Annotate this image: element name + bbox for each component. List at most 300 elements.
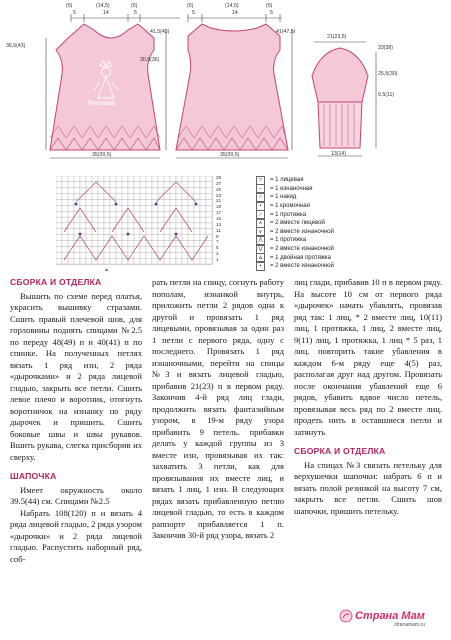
chart-cell [122,246,128,252]
chart-cell [140,188,146,194]
chart-cell [110,252,116,258]
chart-cell [206,205,212,211]
chart-cell [86,176,92,182]
chart-row-number: 13 [216,221,222,227]
chart-cell [116,205,122,211]
chart-cell [56,199,62,205]
legend-label: = 2 вместе изнаночной [270,246,334,253]
chart-cell [158,229,164,235]
sleeve-dim-mid: 25,5(30) [378,71,398,77]
chart-cell [194,211,200,217]
chart-row-number: 25 [216,186,222,192]
chart-row-number: 5 [216,245,219,251]
chart-cell [200,188,206,194]
chart-cell [152,211,158,217]
chart-cell [62,235,68,241]
chart-cell [152,258,158,264]
chart-cell [194,176,200,182]
chart-cell [206,188,212,194]
chart-cell [164,194,170,200]
chart-cell [176,252,182,258]
section-heading-finishing: СБОРКА И ОТДЕЛКА [294,446,386,456]
front-dim-top-a2: 5 [73,10,76,16]
chart-cell [182,182,188,188]
chart-cell [182,194,188,200]
chart-cell [92,235,98,241]
chart-row-number: 7 [216,239,219,245]
chart-cell [206,182,212,188]
chart-cell [134,229,140,235]
back-dim-top-b2: 14 [232,10,238,16]
chart-cell [122,205,128,211]
front-dim-bottom-width: 35(39,5) [92,152,112,158]
chart-row-number: 3 [216,251,219,257]
chart-cell [128,246,134,252]
chart-cell [86,211,92,217]
chart-cell [68,211,74,217]
paragraph-finishing: На спицах №3 связать петельку для верхушечки шапочки: набрать 6 п и вязать полой резинкой на высоту 7 см, закрыть все петли. Сшить шов шапочки, пришить петельку. [294,459,442,516]
chart-cell [194,235,200,241]
chart-cell [176,258,182,264]
legend-symbol-icon: ∨ [256,227,265,236]
chart-cell [182,258,188,264]
chart-cell [80,246,86,252]
chart-cell [182,241,188,247]
chart-cell [194,241,200,247]
chart-cell [110,188,116,194]
chart-cell [74,246,80,252]
legend-item [256,202,446,211]
chart-cell [206,241,212,247]
chart-cell [194,182,200,188]
chart-cell [122,199,128,205]
chart-cell [116,223,122,229]
chart-cell [116,194,122,200]
chart-cell [176,223,182,229]
chart-cell [206,223,212,229]
sleeve-dim-cuff: 13(14) [331,151,346,157]
legend-label: = 1 лицевая [270,177,304,184]
chart-cell [104,217,110,223]
chart-cell [104,205,110,211]
chart-cell [146,217,152,223]
legend-symbol-icon: ∆ [256,253,265,262]
chart-cell [158,211,164,217]
chart-cell [122,182,128,188]
chart-cell [164,258,170,264]
chart-cell [62,229,68,235]
chart-cell [140,205,146,211]
chart-cell [68,229,74,235]
chart-cell [158,235,164,241]
chart-cell [128,188,134,194]
chart-cell [128,199,134,205]
chart-cell [104,199,110,205]
chart-cell [104,258,110,264]
chart-cell [62,199,68,205]
chart-cell [68,205,74,211]
chart-row-number: 19 [216,204,222,210]
chart-cell [110,229,116,235]
chart-cell [140,258,146,264]
chart-cell [176,194,182,200]
chart-row-numbers [216,176,228,264]
chart-cell [110,217,116,223]
chart-cell [140,246,146,252]
chart-cell [152,182,158,188]
chart-cell [92,199,98,205]
chart-cell [122,217,128,223]
legend-item [256,228,446,237]
legend-label: = 1 двойная протяжка [270,254,331,261]
chart-cell [164,199,170,205]
section-heading-assembly: СБОРКА И ОТДЕЛКА [10,277,102,287]
chart-cell [188,176,194,182]
chart-cell [80,194,86,200]
chart-cell [146,176,152,182]
chart-cell [74,252,80,258]
chart-cell [200,217,206,223]
chart-cell [92,205,98,211]
chart-cell [170,188,176,194]
chart-cell [104,229,110,235]
watermark-brand: Страна Мам [355,610,425,622]
chart-cell [146,199,152,205]
chart-cell [56,194,62,200]
chart-cell [56,235,62,241]
chart-cell [128,205,134,211]
chart-cell [146,188,152,194]
chart-cell [206,229,212,235]
chart-cell [92,217,98,223]
chart-cell [134,182,140,188]
chart-cell [116,182,122,188]
chart-cell [68,258,74,264]
chart-cell [56,188,62,194]
watermark-domain: stranamam.ru [394,622,425,628]
chart-cell [68,223,74,229]
back-dim-right-height: 41(47,5) [276,29,296,35]
chart-cell [206,246,212,252]
chart-cell [194,223,200,229]
chart-cell [134,176,140,182]
chart-cell [152,223,158,229]
chart-cell [98,176,104,182]
chart-cell [80,176,86,182]
legend-label: = 2 вместе изнаночной [270,228,334,235]
chart-cell [128,176,134,182]
chart-cell [200,223,206,229]
chart-cell [146,194,152,200]
chart-cell [74,217,80,223]
chart-cell [188,182,194,188]
chart-cell [104,235,110,241]
sleeve-dim-cap-height: 33(38) [378,45,393,51]
chart-cell [122,235,128,241]
legend-symbol-icon: ○ [256,193,265,202]
chart-cell [164,241,170,247]
chart-cell [158,199,164,205]
chart-cell [98,217,104,223]
chart-row-number: 11 [216,227,221,233]
chart-cell [86,235,92,241]
chart-row-number: 9 [216,233,219,239]
chart-cell [206,252,212,258]
chart-cell [164,211,170,217]
chart-cell [80,252,86,258]
chart-cell [146,211,152,217]
pattern-schematics [0,0,451,175]
chart-cell [122,194,128,200]
chart-cell [110,246,116,252]
chart-cell [146,252,152,258]
chart-cell [170,258,176,264]
chart-cell [116,176,122,182]
chart-cell [92,176,98,182]
legend-item [256,210,446,219]
chart-cell [74,176,80,182]
chart-cell [56,182,62,188]
chart-cell [158,188,164,194]
chart-cell [170,176,176,182]
chart-cell [68,188,74,194]
back-dim-bottom-width: 35(39,5) [220,152,240,158]
chart-cell [146,258,152,264]
stork-logo-icon [339,609,353,623]
chart-cell [62,176,68,182]
chart-cell [62,246,68,252]
section-heading-hat: ШАПОЧКА [10,471,57,481]
chart-cell [200,176,206,182]
front-schematic [46,14,180,158]
chart-cell [128,194,134,200]
chart-cell [152,188,158,194]
legend-symbol-icon: ∧ [256,219,265,228]
chart-cell [86,199,92,205]
paragraph-hat-decrease: лиц глади, прибавив 10 п в первом ряду. На высоте 10 см от первого ряда «дырочек» начать убавлять, провязав ряд так: 1 лиц, * 2 вместе лиц, 10(11) лиц, 1 протяжка, 1 лиц, 2 вместе лиц, 9(11) лиц, 1 протяжка, 1 лиц * 5 раз, 1 лиц. повторить такие убавления в каждом 6-м ряду еще 4(5) раз, располагая друг над другом. Провязать после окончания убавлений еще 6 рядов, убавить вдвое число петель, провязывая весь ряд по 2 вместе лиц. продеть нить в оставшиеся петли и затянуть [294,277,442,437]
legend-label: = 1 протяжка [270,237,307,244]
front-dim-right-height: 41,5(48) [150,29,170,35]
chart-cell [194,205,200,211]
legend-item [256,236,446,245]
chart-cell [74,182,80,188]
chart-cell [140,229,146,235]
chart-cell [104,176,110,182]
front-dim-top-b2: 14 [103,10,109,16]
legend-item [256,253,446,262]
chart-cell [164,235,170,241]
chart-cell [140,176,146,182]
chart-row-number: 17 [216,210,222,216]
chart-cell [92,194,98,200]
chart-cell [56,223,62,229]
chart-cell [140,182,146,188]
text-column-2 [152,277,284,542]
legend-label: = 1 накид [270,194,297,201]
chart-cell [56,258,62,264]
chart-cell [98,199,104,205]
chart-cell [134,194,140,200]
chart-cell [56,176,62,182]
chart-cell [62,217,68,223]
chart-cell [200,252,206,258]
chart-cell [146,182,152,188]
chart-repeat-marker: ▲ [104,267,110,273]
chart-cell [56,211,62,217]
chart-cell [200,182,206,188]
chart-cell [62,182,68,188]
chart-cell [92,241,98,247]
chart-cell [152,176,158,182]
stitch-legend [256,176,446,271]
chart-cell [200,211,206,217]
legend-item [256,262,446,271]
chart-cell [56,252,62,258]
paragraph-assembly: Вышить по схеме перед платья, украсить вышивку стразами. Сшить правый плечевой шов, для горловины поднять спицами №2.5 по переду 48(49) п и 40(41) п по спинке. На полученных петлях вязать 1 ряд изн, 2 ряда «дырочками» и 2 ряда лицевой гладью, закрыть все петли. Сшить левое плечо и воротник, отогнуть воротничок на изнанку по ряду дырочек и пришить. Сшить боковые швы и швы рукавов. Вшить рукава, слегка присборив их сверху. [10,290,142,462]
chart-cell [86,258,92,264]
chart-cell [56,217,62,223]
chart-cell [188,217,194,223]
chart-cell [182,211,188,217]
front-dim-top-c: (5) [131,3,138,9]
chart-cell [176,188,182,194]
chart-cell [86,241,92,247]
chart-cell [98,235,104,241]
chart-cell [56,246,62,252]
chart-cell [110,176,116,182]
chart-cell [182,235,188,241]
chart-cell [134,205,140,211]
back-dim-top-c: (5) [266,3,273,9]
chart-cell [176,199,182,205]
chart-cell [80,223,86,229]
legend-item [256,185,446,194]
chart-cell [80,217,86,223]
legend-label: = 2 вместе изнаночной [270,263,334,270]
chart-cell [164,223,170,229]
chart-cell [188,211,194,217]
front-dim-top-c2: 5 [134,10,137,16]
chart-cell [188,241,194,247]
text-column-1 [10,277,142,565]
chart-cell [86,229,92,235]
chart-cell [80,258,86,264]
chart-cell [200,235,206,241]
chart-cell [170,205,176,211]
chart-cell [110,211,116,217]
front-dim-left-height: 36,5(43) [6,43,26,49]
chart-cell [98,229,104,235]
paragraph-hat-size: Имеет окружность около 39.5(44) см. Спицами №2.5 [10,484,142,506]
chart-cell [182,176,188,182]
chart-cell [110,182,116,188]
princess-label: Princess [88,100,116,107]
back-schematic [176,14,292,158]
chart-cell [74,223,80,229]
chart-cell [146,223,152,229]
chart-cell [116,252,122,258]
chart-cell [122,188,128,194]
paragraph-hat-start: Набрать 108(120) п и вязать 4 ряда лицевой гладью, 2 ряда узором «дырочки» и 2 ряда лицевой гладью. Распустить наборный ряд, соб- [10,507,142,564]
chart-cell [176,205,182,211]
chart-cell [92,188,98,194]
chart-cell [188,199,194,205]
chart-cell [128,217,134,223]
chart-cell [182,223,188,229]
chart-cell [200,258,206,264]
chart-cell [200,199,206,205]
chart-cell [98,194,104,200]
chart-cell [98,211,104,217]
chart-cell [188,229,194,235]
chart-cell [170,194,176,200]
chart-cell [188,205,194,211]
chart-cell [170,252,176,258]
chart-cell [146,235,152,241]
chart-cell [56,241,62,247]
legend-label: = 1 протяжка [270,211,307,218]
chart-cell [128,182,134,188]
chart-cell [98,205,104,211]
chart-cell [182,199,188,205]
chart-cell [110,205,116,211]
chart-cell [86,223,92,229]
chart-cell [134,258,140,264]
chart-cell [110,258,116,264]
chart-cell [98,223,104,229]
chart-cell [134,188,140,194]
chart-cell [194,229,200,235]
legend-symbol-icon: − [256,184,265,193]
chart-cell [74,258,80,264]
chart-cell [170,223,176,229]
chart-cell [152,217,158,223]
chart-cell [194,194,200,200]
chart-cell [68,194,74,200]
chart-cell [128,241,134,247]
chart-cell [68,241,74,247]
chart-cell [152,194,158,200]
chart-cell [146,205,152,211]
chart-row-number: 1 [216,257,219,263]
chart-cell [146,229,152,235]
chart-row-number: 29 [216,175,222,180]
back-dim-top-b: (14,5) [225,3,239,9]
chart-cell [140,211,146,217]
legend-item [256,176,446,185]
chart-cell [56,205,62,211]
legend-label: = 2 вместе лицевой [270,220,325,227]
chart-cell [158,182,164,188]
chart-cell [158,246,164,252]
chart-cell [140,241,146,247]
chart-cell [104,211,110,217]
chart-cell [158,217,164,223]
back-dim-top-c2: 5 [270,10,273,16]
chart-cell [116,258,122,264]
chart-cell [188,246,194,252]
chart-cell [140,194,146,200]
chart-cell [104,252,110,258]
chart-cell [68,176,74,182]
legend-symbol-icon: ∕ [256,210,265,219]
legend-item [256,193,446,202]
chart-cell [62,211,68,217]
chart-cell [206,194,212,200]
chart-cell [80,205,86,211]
legend-symbol-icon: ⋀ [256,236,265,245]
text-column-3 [294,277,442,517]
